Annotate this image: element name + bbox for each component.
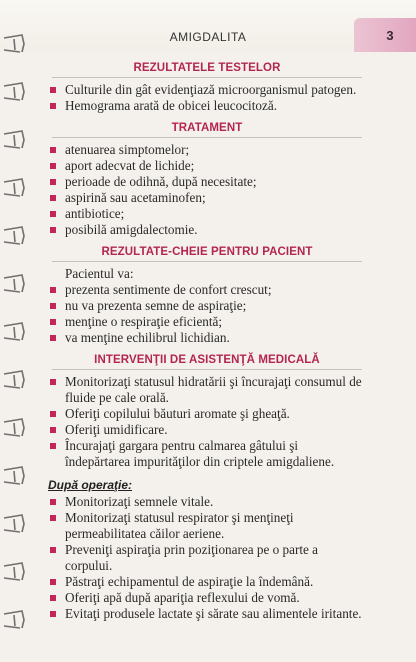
spiral-ring-icon [4,275,24,292]
square-bullet-icon [50,147,56,153]
spiral-ring-icon [4,131,24,148]
square-bullet-icon [50,287,56,293]
list-item: aspirină sau acetaminofen; [48,190,366,206]
square-bullet-icon [50,547,56,553]
square-bullet-icon [50,579,56,585]
title-rule [52,261,362,262]
list-item: Păstraţi echipamentul de aspiraţie la îndemână. [48,574,366,590]
square-bullet-icon [50,319,56,325]
list-item: posibilă amigdalectomie. [48,222,366,238]
title-rule [52,137,362,138]
square-bullet-icon [50,87,56,93]
title-rule [52,369,362,370]
list-item: atenuarea simptomelor; [48,142,366,158]
spiral-ring-icon [4,515,24,532]
interventions-list [48,374,366,470]
list-item: aport adecvat de lichide; [48,158,366,174]
list-item: prezenta sentimente de confort crescut; [48,282,366,298]
list-item: perioade de odihnă, după necesitate; [48,174,366,190]
spiral-binding [0,20,36,660]
spiral-ring-icon [4,35,24,52]
spiral-ring-icon [4,323,24,340]
page-content [48,62,366,630]
square-bullet-icon [50,379,56,385]
square-bullet-icon [50,595,56,601]
square-bullet-icon [50,103,56,109]
list-item: Monitorizaţi semnele vitale. [48,494,366,510]
list-item: Culturile din gât evidenţiază microorganismul patogen. [48,82,366,98]
list-item: Preveniţi aspiraţia prin poziţionarea pe o parte a corpului. [48,542,366,574]
square-bullet-icon [50,611,56,617]
spiral-ring-icon [4,563,24,580]
square-bullet-icon [50,443,56,449]
list-item: Oferiţi copilului băuturi aromate şi gheaţă. [48,406,366,422]
list-item: Monitorizaţi statusul hidratării şi încurajaţi consumul de fluide pe cale orală. [48,374,366,406]
square-bullet-icon [50,211,56,217]
treatment-list [48,142,366,238]
square-bullet-icon [50,179,56,185]
square-bullet-icon [50,303,56,309]
key-outcomes-list [48,282,366,346]
square-bullet-icon [50,427,56,433]
square-bullet-icon [50,515,56,521]
section-treatment [48,122,366,238]
square-bullet-icon [50,335,56,341]
title-rule [52,77,362,78]
list-item: nu va prezenta semne de aspiraţie; [48,298,366,314]
section-nursing-interventions [48,354,366,470]
square-bullet-icon [50,195,56,201]
after-surgery-heading: După operaţie: [48,478,133,492]
square-bullet-icon [50,163,56,169]
spiral-ring-icon [4,227,24,244]
list-item: Evitaţi produsele lactate şi sărate sau alimentele iritante. [48,606,366,622]
list-item: menţine o respiraţie eficientă; [48,314,366,330]
running-head: AMIGDALITA [169,30,247,44]
square-bullet-icon [50,499,56,505]
section-key-outcomes [48,246,366,346]
after-surgery-list [48,494,366,622]
section-after-surgery [48,478,366,622]
page-number: 3 [386,28,394,43]
list-item: Monitorizaţi statusul respirator şi menţineţi permeabilitatea căilor aeriene. [48,510,366,542]
spiral-ring-icon [4,179,24,196]
square-bullet-icon [50,227,56,233]
spiral-ring-icon [4,467,24,484]
list-item: antibiotice; [48,206,366,222]
section-title: TRATAMENT [171,122,243,134]
list-item: Încurajaţi gargara pentru calmarea gâtului şi îndepărtarea impurităţilor din criptele amigdaliene. [48,438,366,470]
list-item: Hemograma arată de obicei leucocitoză. [48,98,366,114]
section-test-results [48,62,366,114]
list-item: Oferiţi umidificare. [48,422,366,438]
spiral-ring-icon [4,83,24,100]
section-title: REZULTATELE TESTELOR [133,62,281,74]
list-item: Oferiţi apă după apariţia reflexului de vomă. [48,590,366,606]
spiral-ring-icon [4,371,24,388]
spiral-ring-icon [4,419,24,436]
test-results-list [48,82,366,114]
section-title: INTERVENŢII DE ASISTENŢĂ MEDICALĂ [94,354,320,366]
square-bullet-icon [50,411,56,417]
section-title: REZULTATE-CHEIE PENTRU PACIENT [101,246,313,258]
spiral-ring-icon [4,611,24,628]
outcomes-intro: Pacientul va: [65,266,134,281]
list-item: va menţine echilibrul lichidian. [48,330,366,346]
